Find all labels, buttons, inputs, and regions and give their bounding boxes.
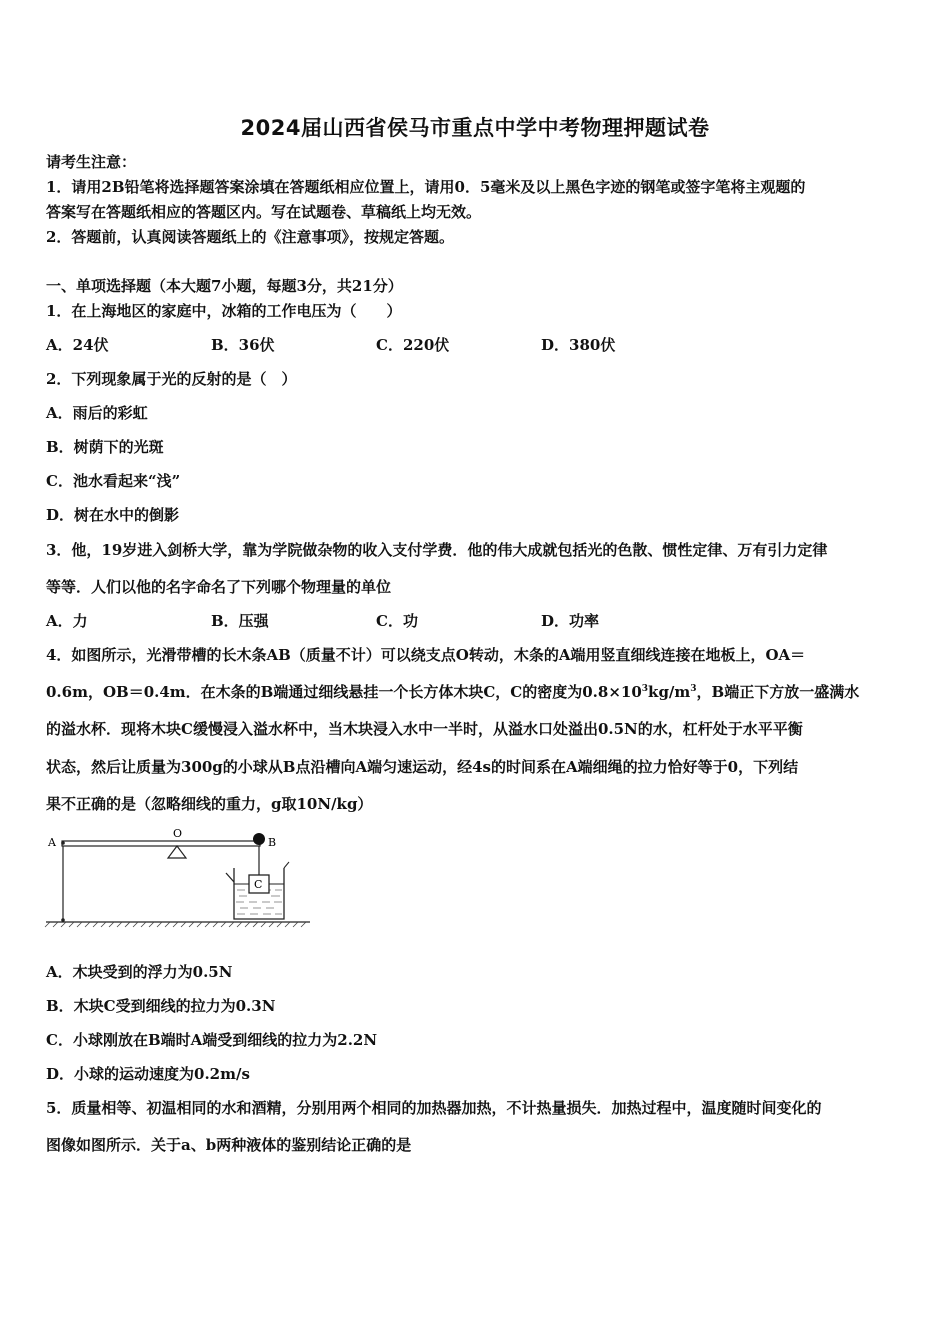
question-1-option-c: C．220伏 xyxy=(376,336,450,354)
question-3-stem-line-2: 等等．人们以他的名字命名了下列哪个物理量的单位 xyxy=(46,578,392,596)
anchor-point xyxy=(61,918,65,922)
notice-item-1-line-2: 答案写在答题纸相应的答题区内。写在试题卷、草稿纸上均无效。 xyxy=(46,203,482,221)
pivot-triangle xyxy=(168,846,186,858)
label-o: O xyxy=(173,827,183,840)
question-5-line-2: 图像如图所示．关于a、b两种液体的鉴别结论正确的是 xyxy=(46,1136,412,1154)
question-5-line-1: 5．质量相等、初温相同的水和酒精，分别用两个相同的加热器加热，不计热量损失．加热过程中，温度随时间变化的 xyxy=(46,1099,822,1117)
question-2-option-d: D．树在水中的倒影 xyxy=(46,506,180,524)
question-1-option-a: A．24伏 xyxy=(46,336,109,354)
question-1-options xyxy=(46,335,615,355)
question-4-line-2-part-c: ，B端正下方放一盛满水 xyxy=(696,683,860,701)
question-3-option-a: A．力 xyxy=(46,612,88,630)
question-4-line-2-part-b: kg/m xyxy=(648,683,691,701)
question-1-stem: 1．在上海地区的家庭中，冰箱的工作电压为（ ） xyxy=(46,302,402,320)
question-4-option-c: C．小球刚放在B端时A端受到细线的拉力为2.2N xyxy=(46,1031,378,1049)
question-4-line-5: 果不正确的是（忽略细线的重力，g取10N/kg） xyxy=(46,795,373,813)
section-heading: 一、单项选择题（本大题7小题，每题3分，共21分） xyxy=(46,277,403,295)
overflow-spout xyxy=(226,873,234,882)
lever-bar xyxy=(62,841,260,846)
question-4-option-d: D．小球的运动速度为0.2m/s xyxy=(46,1065,250,1083)
superscript-exponent: 3 xyxy=(690,684,697,694)
question-2-option-b: B．树荫下的光斑 xyxy=(46,438,164,456)
question-3-options xyxy=(46,611,599,631)
question-1-option-b: B．36伏 xyxy=(211,336,275,354)
notice-heading: 请考生注意： xyxy=(46,153,137,171)
question-2-stem: 2．下列现象属于光的反射的是（ ） xyxy=(46,370,297,388)
question-4-line-2-part-a: 0.6m，OB＝0.4m．在木条的B端通过细线悬挂一个长方体木块C，C的密度为0.8×10 xyxy=(46,683,642,701)
point-a xyxy=(61,841,65,845)
question-3-stem-line-1: 3．他，19岁进入剑桥大学，靠为学院做杂物的收入支付学费．他的伟大成就包括光的色散、惯性定律、万有引力定律 xyxy=(46,541,828,559)
question-2-option-a: A．雨后的彩虹 xyxy=(46,404,148,422)
notice-item-1-line-1: 1．请用2B铅笔将选择题答案涂填在答题纸相应位置上，请用0．5毫米及以上黑色字迹的钢笔或签字笔将主观题的 xyxy=(46,178,806,196)
lever-diagram xyxy=(44,826,324,936)
notice-item-2: 2．答题前，认真阅读答题纸上的《注意事项》，按规定答题。 xyxy=(46,228,454,246)
ball xyxy=(253,833,265,845)
label-c: C xyxy=(254,878,263,891)
ground-hatching xyxy=(45,922,306,927)
page-title: 2024届山西省侯马市重点中学中考物理押题试卷 xyxy=(240,116,710,140)
question-4-line-3: 的溢水杯．现将木块C缓慢浸入溢水杯中，当木块浸入水中一半时，从溢水口处溢出0.5N的水，杠杆处于水平平衡 xyxy=(46,720,803,738)
question-3-option-c: C．功 xyxy=(376,612,418,630)
question-4-line-2 xyxy=(46,682,859,702)
question-4-option-a: A．木块受到的浮力为0.5N xyxy=(46,963,233,981)
question-2-option-c: C．池水看起来“浅” xyxy=(46,472,181,490)
question-3-option-b: B．压强 xyxy=(211,612,269,630)
superscript-exponent: 3 xyxy=(641,684,649,694)
question-4-option-b: B．木块C受到细线的拉力为0.3N xyxy=(46,997,276,1015)
cup-rim xyxy=(284,862,289,868)
question-1-option-d: D．380伏 xyxy=(541,336,616,354)
question-4-line-4: 状态，然后让质量为300g的小球从B点沿槽向A端匀速运动，经4s的时间系在A端细绳的拉力恰好等于0，下列结 xyxy=(46,758,799,776)
label-a: A xyxy=(48,836,56,849)
question-4-line-1: 4．如图所示，光滑带槽的长木条AB（质量不计）可以绕支点O转动，木条的A端用竖直细线连接在地板上，OA＝ xyxy=(46,646,806,664)
question-3-option-d: D．功率 xyxy=(541,612,600,630)
label-b: B xyxy=(268,836,277,849)
